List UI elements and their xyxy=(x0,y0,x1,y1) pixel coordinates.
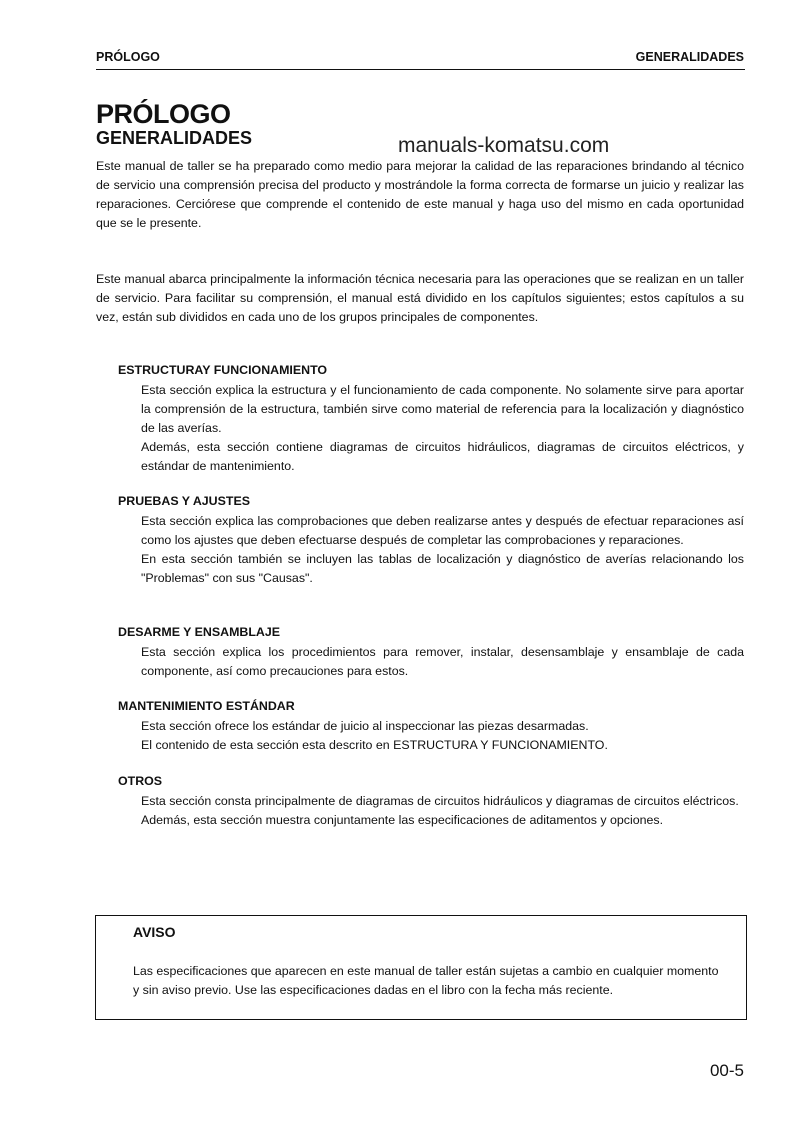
intro-paragraph-1: Este manual de taller se ha preparado como medio para mejorar la calidad de las reparaciones brindando al técnico de servicio una comprensión precisa del producto y mostrándole la forma correcta de formarse un juicio y realizar las reparaciones. Cerciórese que comprende el contenido de este manual y haga uso del mismo en cada oportunidad que se le presente. xyxy=(96,159,744,230)
section-paragraph: Esta sección explica la estructura y el funcionamiento de cada componente. No solamente sirve para aportar la comprensión de la estructura, también sirve como material de referencia para la localización y diagnóstico de las averías. xyxy=(141,383,744,435)
section-paragraph: Esta sección ofrece los estándar de juicio al inspeccionar las piezas desarmadas. xyxy=(141,719,589,733)
page-title: PRÓLOGO xyxy=(96,99,231,129)
section-paragraph: Esta sección explica los procedimientos para remover, instalar, desensamblaje y ensamblaje de cada componente, así como precauciones para estos. xyxy=(141,645,744,678)
running-header-right: GENERALIDADES xyxy=(635,50,744,64)
notice-text: Las especificaciones que aparecen en este manual de taller están sujetas a cambio en cualquier momento y sin aviso previo. Use las especificaciones dadas en el libro con la fecha más reciente. xyxy=(133,964,719,997)
section-body xyxy=(141,512,744,588)
section-paragraph: Esta sección explica las comprobaciones que deben realizarse antes y después de efectuar reparaciones así como los ajustes que deben efectuarse después de completar las comprobaciones y reparaciones. xyxy=(141,514,744,547)
section-body xyxy=(141,381,744,476)
section-heading: ESTRUCTURAY FUNCIONAMIENTO xyxy=(118,363,328,377)
intro-paragraph-2: Este manual abarca principalmente la información técnica necesaria para las operaciones que se realizan en un taller de servicio. Para facilitar su comprensión, el manual está dividido en los capítulos siguientes; estos capítulos a su vez, están sub divididos en cada uno de los grupos principales de componentes. xyxy=(96,272,744,324)
section-paragraph: En esta sección también se incluyen las tablas de localización y diagnóstico de averías relacionando los "Problemas" con sus "Causas". xyxy=(141,552,744,585)
running-header-left: PRÓLOGO xyxy=(96,50,160,64)
section-heading: MANTENIMIENTO ESTÁNDAR xyxy=(118,699,295,713)
section-paragraph: Además, esta sección muestra conjuntamente las especificaciones de aditamentos y opciones. xyxy=(141,813,664,827)
section-paragraph: El contenido de esta sección esta descrito en ESTRUCTURA Y FUNCIONAMIENTO. xyxy=(141,738,608,752)
section-body xyxy=(141,717,744,755)
section-body xyxy=(141,643,744,681)
section-heading: OTROS xyxy=(118,774,163,788)
notice-heading: AVISO xyxy=(133,924,176,940)
section-body xyxy=(141,792,744,830)
page-number: 00-5 xyxy=(709,1061,744,1080)
section-paragraph: Esta sección consta principalmente de diagramas de circuitos hidráulicos y diagramas de circuitos eléctricos. xyxy=(141,794,739,808)
header-rule xyxy=(96,69,745,70)
page-subtitle: GENERALIDADES xyxy=(96,128,253,148)
section-paragraph: Además, esta sección contiene diagramas de circuitos hidráulicos, diagramas de circuitos eléctricos, y estándar de mantenimiento. xyxy=(141,440,744,473)
section-heading: DESARME Y ENSAMBLAJE xyxy=(118,625,281,639)
notice-box xyxy=(95,915,747,1020)
section-heading: PRUEBAS Y AJUSTES xyxy=(118,494,250,508)
watermark: manuals-komatsu.com xyxy=(398,134,610,157)
